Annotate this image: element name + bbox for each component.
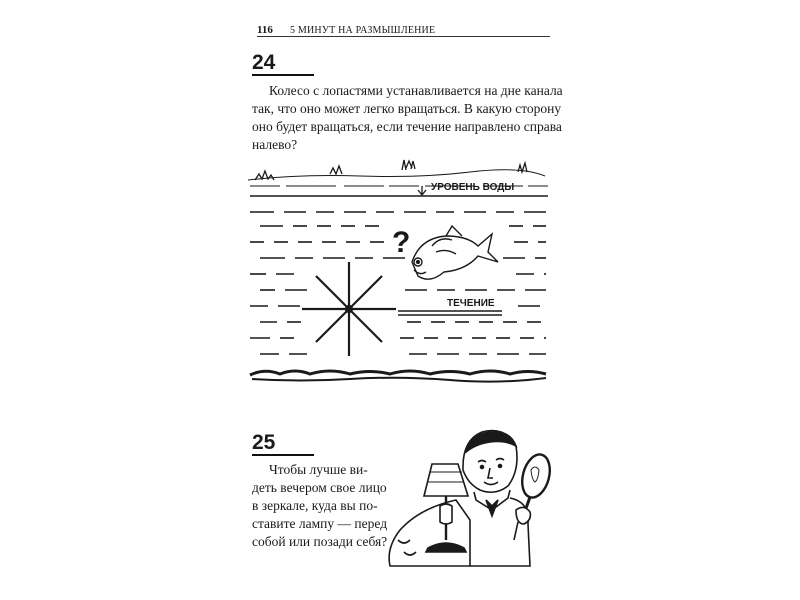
puzzle-24-number: 24 bbox=[252, 51, 276, 74]
running-header bbox=[257, 26, 550, 40]
arrow-down-icon bbox=[418, 186, 426, 195]
puzzle-25-line-4: ставите лампу — перед bbox=[252, 516, 388, 531]
puzzle-25-line-1: Чтобы лучше ви- bbox=[269, 462, 368, 477]
puzzle-25-line-3: в зеркале, куда вы по- bbox=[252, 498, 378, 513]
hand-mirror-icon bbox=[518, 451, 555, 500]
canal-bottom-texture bbox=[252, 378, 546, 382]
wheel-hub bbox=[346, 306, 352, 312]
tree-icon bbox=[330, 166, 342, 174]
puzzle-25-number: 25 bbox=[252, 431, 276, 454]
man-nose-mouth bbox=[484, 468, 498, 485]
trees-icon bbox=[402, 160, 415, 170]
hand-holding-mirror bbox=[516, 507, 530, 524]
puzzle-24-line-2: так, что оно может легко вращаться. В какую сторону bbox=[252, 101, 562, 116]
water-level-label: УРОВЕНЬ ВОДЫ bbox=[431, 182, 515, 193]
bush-icon-2 bbox=[518, 163, 527, 172]
puzzle-24-line-3: оно будет вращаться, если течение направлено справа bbox=[252, 119, 562, 134]
puzzle-24-line-4: налево? bbox=[252, 137, 298, 152]
canal-bottom bbox=[250, 371, 546, 375]
man-eyebrows bbox=[478, 459, 504, 463]
mirror-reflection bbox=[531, 467, 539, 482]
man-torso bbox=[470, 498, 530, 566]
paddle-wheel bbox=[302, 262, 396, 356]
man-collar bbox=[474, 490, 510, 510]
bush-icon bbox=[255, 171, 274, 180]
lamp-shade-lines bbox=[428, 472, 464, 482]
paddle-diagonal-1 bbox=[316, 276, 382, 342]
man-left-sleeve bbox=[389, 500, 470, 566]
paddle-diagonal-2 bbox=[316, 276, 382, 342]
page-number: 116 bbox=[257, 24, 276, 36]
man-head bbox=[463, 431, 517, 493]
man-right-forearm bbox=[514, 522, 518, 540]
water-dashes bbox=[250, 212, 546, 354]
book-title: 5 МИНУТ НА РАЗМЫШЛЕНИЕ bbox=[287, 25, 438, 36]
sleeve-folds bbox=[398, 540, 416, 555]
hand-holding-lamp bbox=[440, 504, 452, 524]
puzzle-24-rule bbox=[252, 74, 314, 76]
current-label: ТЕЧЕНИЕ bbox=[447, 298, 495, 309]
lamp-shade bbox=[424, 464, 468, 496]
puzzle-25-rule bbox=[252, 454, 314, 456]
puzzle-24-line-1: Колесо с лопастями устанавливается на дне канала bbox=[269, 83, 563, 98]
puzzle-25-line-2: деть вечером свое лицо bbox=[252, 480, 387, 495]
far-shore-line bbox=[248, 170, 545, 180]
lamp-base bbox=[426, 543, 466, 552]
man-eye-right bbox=[499, 465, 502, 468]
bow-tie-icon bbox=[486, 500, 498, 516]
current-arrow-icon bbox=[398, 311, 502, 315]
puzzle-25-line-5: собой или позади себя? bbox=[252, 534, 388, 549]
mirror-handle bbox=[524, 497, 530, 514]
fish-icon bbox=[412, 226, 498, 279]
header-rule bbox=[257, 36, 550, 37]
question-mark: ? bbox=[392, 226, 411, 259]
man-hair bbox=[466, 432, 516, 452]
man-eye-left bbox=[481, 466, 484, 469]
